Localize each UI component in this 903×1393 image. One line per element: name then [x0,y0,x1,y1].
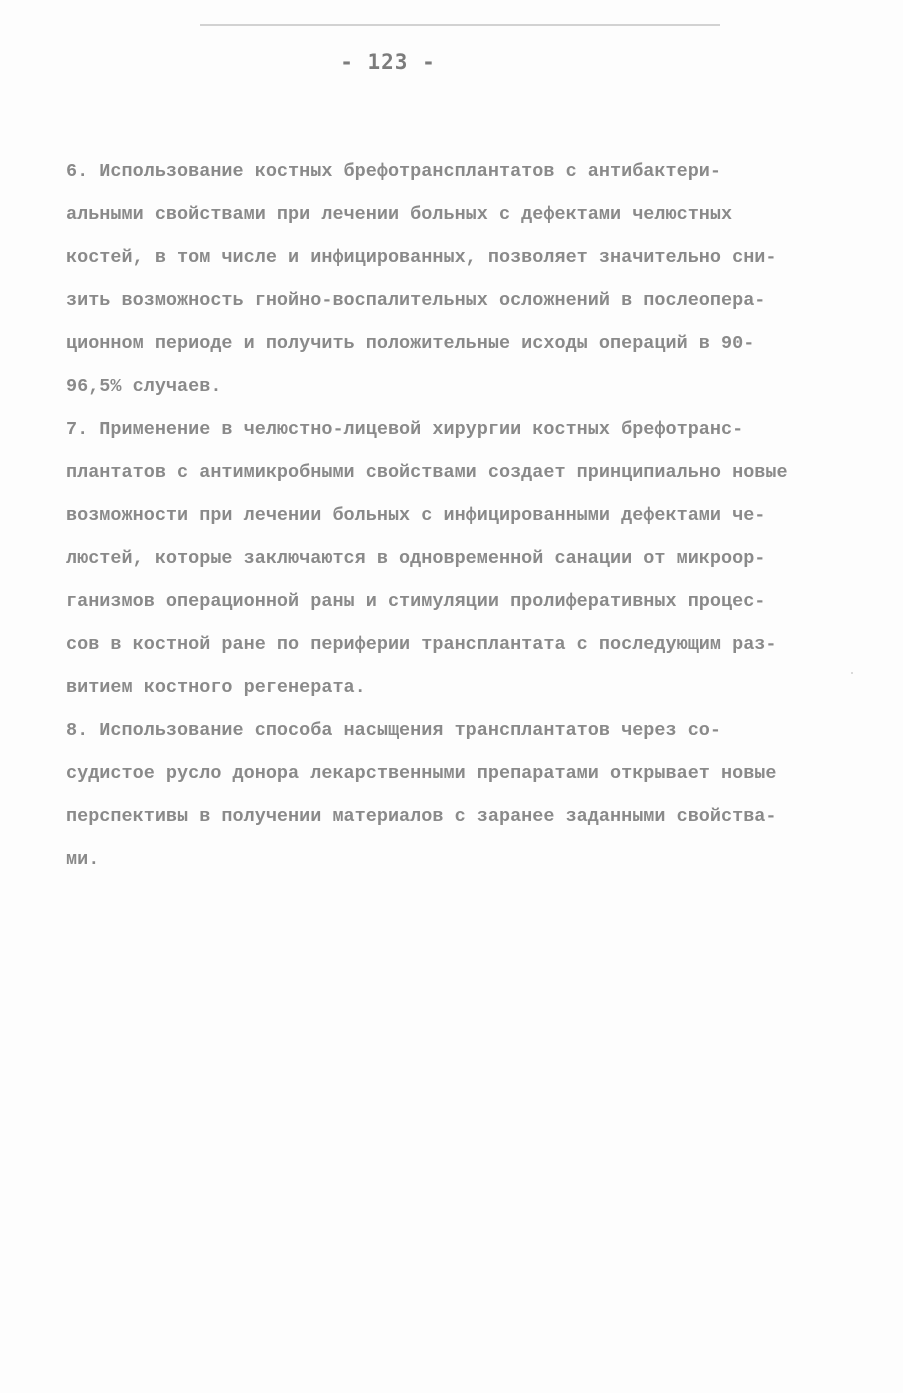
text-line: плантатов с антимикробными свойствами создает принципиально новые [66,462,788,483]
text-line: костей, в том числе и инфицированных, позволяет значительно сни- [66,247,777,268]
body-text [66,150,866,881]
text-line: судистое русло донора лекарственными препаратами открывает новые [66,763,777,784]
paragraph-7 [66,408,866,709]
page-number: - 123 - [340,50,436,74]
scan-speck [851,672,853,674]
text-line: 7. Применение в челюстно-лицевой хирургии костных брефотранс- [66,419,744,440]
text-line: ми. [66,849,100,870]
paragraph-6 [66,150,866,408]
paragraph-8 [66,709,866,881]
text-line: сов в костной ране по периферии трансплантата с последующим раз- [66,634,777,655]
text-line: 8. Использование способа насыщения трансплантатов через со- [66,720,722,741]
text-line: ганизмов операционной раны и стимуляции пролиферативных процес- [66,591,766,612]
text-line: 96,5% случаев. [66,376,222,397]
text-line: зить возможность гнойно-воспалительных осложнений в послеопера- [66,290,766,311]
text-line: 6. Использование костных брефотрансплантатов с антибактери- [66,161,722,182]
text-line: перспективы в получении материалов с заранее заданными свойства- [66,806,777,827]
top-rule [200,24,720,26]
text-line: альными свойствами при лечении больных с дефектами челюстных [66,204,733,225]
text-line: возможности при лечении больных с инфицированными дефектами че- [66,505,766,526]
text-line: ционном периоде и получить положительные исходы операций в 90- [66,333,755,354]
text-line: люстей, которые заключаются в одновременной санации от микроор- [66,548,766,569]
text-line: витием костного регенерата. [66,677,366,698]
